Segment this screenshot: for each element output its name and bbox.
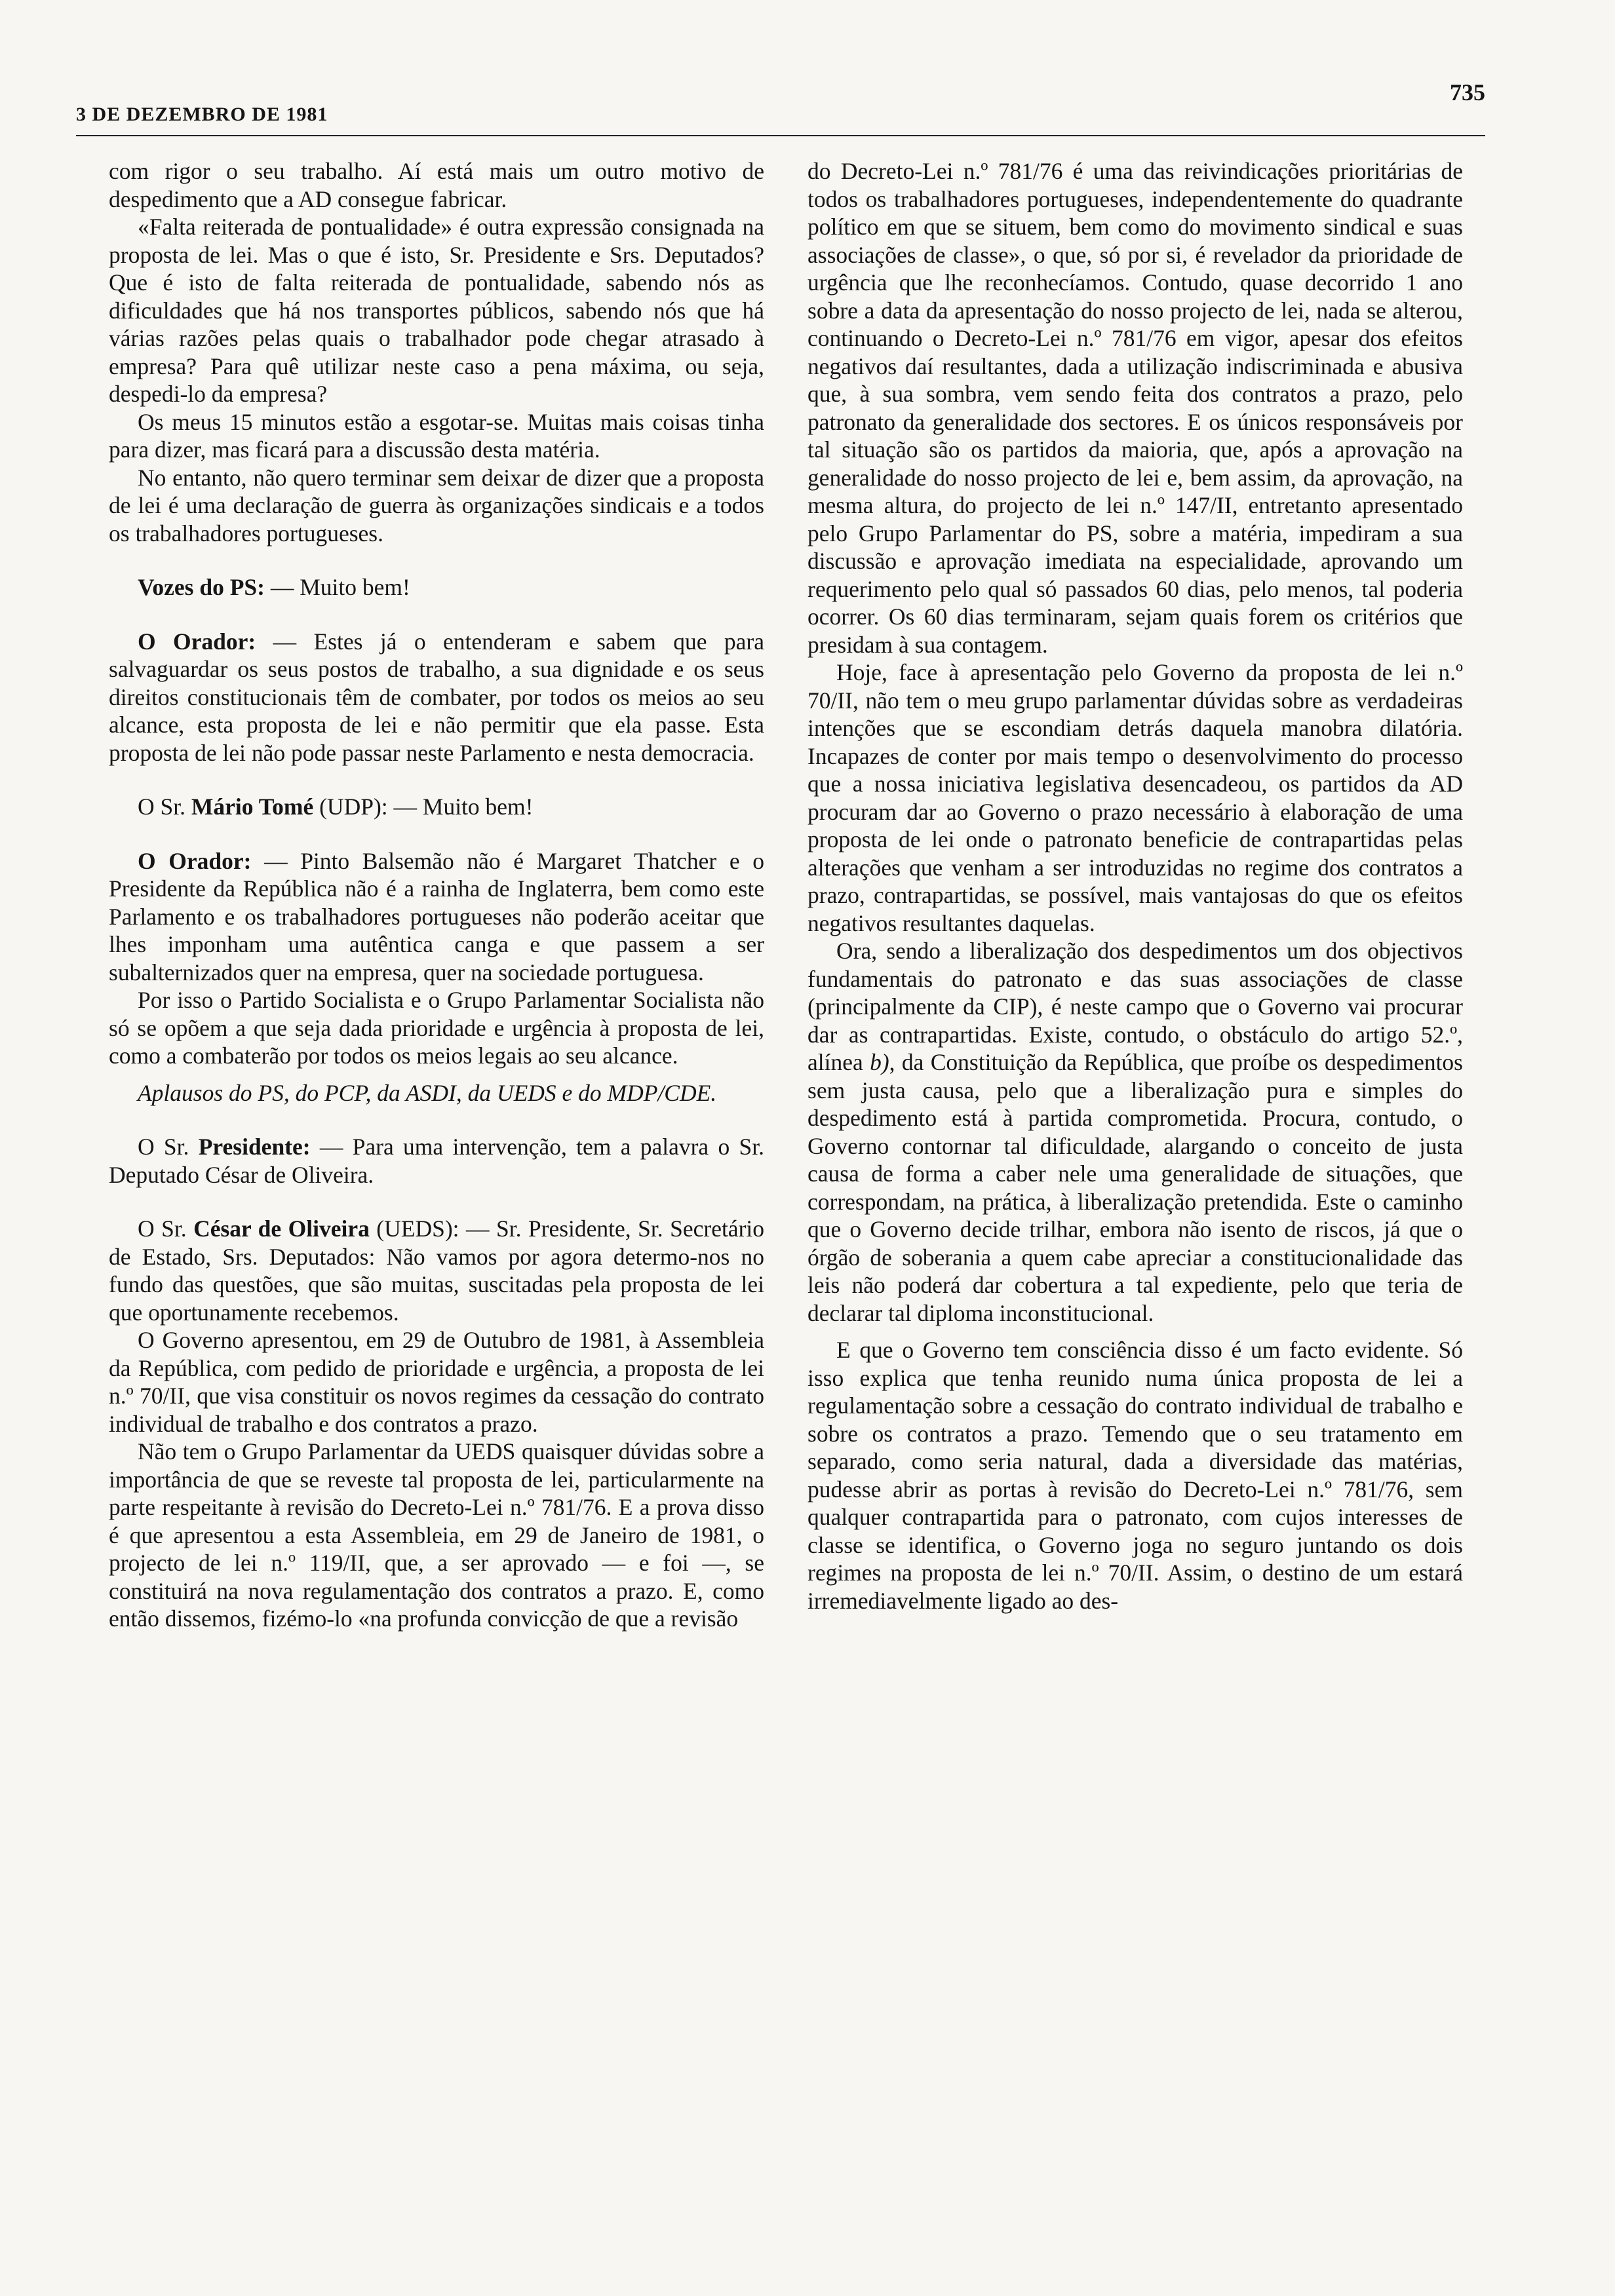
speech-text: — Para uma intervenção, tem a palavra o Sr. Deputado César de Oliveira. [109, 1134, 764, 1188]
paragraph: O Governo apresentou, em 29 de Outubro de 1981, à Assembleia da República, com pedido de prioridade e urgência, a proposta de lei n.º 70/II, que visa constituir os novos regimes da cessação do contrato individual de trabalho e dos contratos a prazo. [109, 1327, 764, 1437]
speaker-name: César de Oliveira [193, 1215, 370, 1242]
text-run: , da Constituição da República, que proíbe os despedimentos sem justa causa, pelo que a liberalização pura e simples do despedimento está à partida comprometida. Procura, contudo, o Governo contornar tal dificuldade, alargando o conceito de justa causa de forma a caber nele uma generalidade de situações, que correspondam, na prática, à liberalização pretendida. Este o caminho que o Governo decide trilhar, embora não isento de riscos, já que o órgão de soberania a quem cabe apreciar a constitucionalidade das leis não poderá dar cobertura a tal expediente, pelo que teria de declarar tal diploma inconstitucional. [808, 1049, 1464, 1326]
speaker-name: Presidente: [198, 1134, 311, 1160]
stage-direction: Aplausos do PS, do PCP, da ASDI, da UEDS e do MDP/CDE. [138, 1079, 717, 1106]
speech-text: — Muito bem! [264, 574, 410, 600]
page-header [76, 79, 1485, 131]
paragraph: Por isso o Partido Socialista e o Grupo Parlamentar Socialista não só se opõem a que seja dada prioridade e urgência à proposta de lei, como a combaterão por todos os meios legais ao seu alcance. [109, 987, 764, 1069]
speech [109, 1215, 764, 1326]
speaker-prefix: O Sr. [138, 1134, 199, 1160]
speech [109, 793, 764, 821]
paragraph: com rigor o seu trabalho. Aí está mais um outro motivo de despedimento que a AD consegue fabricar. [109, 158, 764, 212]
paragraph: Hoje, face à apresentação pelo Governo da proposta de lei n.º 70/II, não tem o meu grupo parlamentar dúvidas sobre as verdadeiras intenções que se escondiam detrás daquela manobra dilatória. Incapazes de conter por mais tempo o desenvolvimento do processo que a nossa iniciativa legislativa desencadeou, os partidos da AD procuram dar ao Governo o prazo necessário à elaboração de uma proposta de lei onde o patronato beneficie de contrapartidas pelas alterações que venham a ser introduzidas no regime dos contratos a prazo, contrapartidas, se possível, mais vantajosas do que os efeitos negativos resultantes daquelas. [808, 659, 1463, 936]
speech-text: (UEDS): — Sr. Presidente, Sr. Secretário de Estado, Srs. Deputados: Não vamos por agora determo-nos no fundo das questões, que são muitas, suscitadas pela proposta de lei que oportunamente recebemos. [109, 1215, 764, 1326]
speaker-prefix: O Sr. [138, 1215, 194, 1242]
speech [109, 628, 764, 767]
page-number: 735 [1450, 79, 1485, 105]
text-run-italic: b) [870, 1049, 889, 1075]
paragraph: No entanto, não quero terminar sem deixar de dizer que a proposta de lei é uma declaração de guerra às organizações sindicais e a todos os trabalhadores portugueses. [109, 464, 764, 546]
speaker-name: O Orador: [138, 628, 256, 655]
speaker-name: Vozes do PS: [138, 574, 265, 600]
header-rule [76, 135, 1485, 136]
right-column [808, 157, 1463, 1615]
speech [109, 573, 764, 602]
text-run: Ora, sendo a liberalização dos despedimentos um dos objectivos fundamentais do patronato e das suas associações de classe (principalmente da CIP), é neste campo que o Governo vai procurar dar as contrapartidas. Existe, contudo, o obstáculo do artigo 52.º, alínea [808, 938, 1463, 1075]
speaker-name: Mário Tomé [191, 794, 314, 820]
speaker-name: O Orador: [138, 847, 252, 874]
paragraph: do Decreto-Lei n.º 781/76 é uma das reivindicações prioritárias de todos os trabalhadores portugueses, independentemente do quadrante político em que se situem, bem como do movimento sindical e suas associações de classe», o que, só por si, é revelador da prioridade de urgência que lhe reconhecíamos. Contudo, quase decorrido 1 ano sobre a data da apresentação do nosso projecto de lei, nada se alterou, continuando o Decreto-Lei n.º 781/76 em vigor, apesar dos efeitos negativos daí resultantes, dada a utilização indiscriminada e abusiva que, à sua sombra, vem sendo feita dos contratos a prazo, pelo patronato da generalidade dos sectores. E os únicos responsáveis por tal situação são os partidos da maioria, que, após a aprovação na generalidade do nosso projecto de lei e, bem assim, da aprovação, na mesma altura, do projecto de lei n.º 147/II, entretanto apresentado pelo Grupo Parlamentar do PS, sobre a matéria, impediram a sua discussão e aprovação imediata na especialidade, aprovando um requerimento pelo qual só passados 60 dias, pelo menos, tal poderia ocorrer. Os 60 dias terminaram, sejam quais forem os critérios que presidam à sua contagem. [808, 158, 1463, 658]
left-column [109, 157, 764, 1633]
paragraph: Não tem o Grupo Parlamentar da UEDS quaisquer dúvidas sobre a importância de que se reveste tal proposta de lei, particularmente na parte respeitante à revisão do Decreto-Lei n.º 781/76. E a prova disso é que apresentou a esta Assembleia, em 29 de Janeiro de 1981, o projecto de lei n.º 119/II, que, a ser aprovado — e foi —, se constituirá na nova regulamentação dos contratos a prazo. E, como então dissemos, fizémo-lo «na profunda convicção de que a revisão [109, 1438, 764, 1632]
speech [109, 847, 764, 987]
speaker-prefix: O Sr. [138, 794, 191, 820]
paragraph: Os meus 15 minutos estão a esgotar-se. Muitas mais coisas tinha para dizer, mas ficará para a discussão desta matéria. [109, 408, 764, 463]
speech-text: (UDP): — Muito bem! [313, 794, 534, 820]
speech-text: — Estes já o entenderam e sabem que para salvaguardar os seus postos de trabalho, a sua dignidade e os seus direitos constitucionais têm de combater, por todos os meios ao seu alcance, esta proposta de lei e não permitir que ela passe. Esta proposta de lei não pode passar neste Parlamento e nesta democracia. [109, 628, 765, 766]
paragraph [808, 937, 1463, 1327]
speech-text: — Pinto Balsemão não é Margaret Thatcher e o Presidente da República não é a rainha de Inglaterra, bem como este Parlamento e os trabalhadores portugueses não poderão aceitar que lhes imponham uma autêntica canga e que passem a ser subalternizados quer na empresa, quer na sociedade portuguesa. [109, 847, 764, 985]
speech [109, 1133, 764, 1189]
paragraph: E que o Governo tem consciência disso é um facto evidente. Só isso explica que tenha reunido numa única proposta de lei a regulamentação sobre a cessação do contrato individual de trabalho e sobre os contratos a prazo. Temendo que o seu tratamento em separado, como seria natural, dada a diversidade das matérias, pudesse abrir as portas à revisão do Decreto-Lei n.º 781/76, sem qualquer contrapartida para o patronato, com cujos interesses de classe se identifica, o Governo joga no seguro juntando os dois regimes na proposta de lei n.º 70/II. Assim, o destino de um estará irremediavelmente ligado ao des- [808, 1337, 1463, 1614]
header-date: 3 DE DEZEMBRO DE 1981 [76, 104, 328, 125]
paragraph: «Falta reiterada de pontualidade» é outra expressão consignada na proposta de lei. Mas o que é isto, Sr. Presidente e Srs. Deputados? Que é isto de falta reiterada de pontualidade, sabendo nós as dificuldades que há nos transportes públicos, sabendo nós que há várias razões pelas quais o trabalhador pode chegar atrasado à empresa? Para quê utilizar neste caso a pena máxima, ou seja, despedi-lo da empresa? [109, 214, 764, 407]
